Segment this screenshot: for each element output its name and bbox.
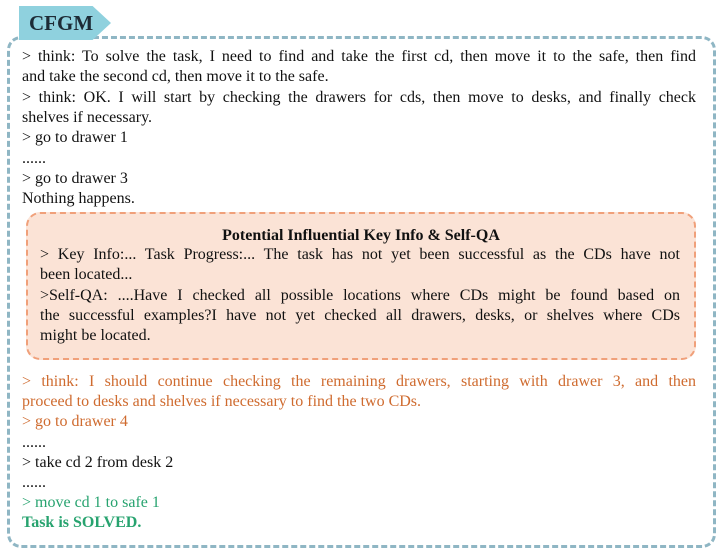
think-line-3a: > think: I should continue checking the remaining drawers, starting with drawer 3, and then bbox=[22, 373, 696, 390]
selfqa-line-2: the successful examples?I have not yet checked all drawers, desks, or shelves where CDs bbox=[40, 307, 680, 324]
ellipsis-line: ...... bbox=[22, 474, 46, 491]
action-line: > go to drawer 4 bbox=[22, 413, 128, 430]
action-line: > go to drawer 3 bbox=[22, 170, 128, 187]
result-line: Task is SOLVED. bbox=[22, 514, 142, 531]
action-line: > move cd 1 to safe 1 bbox=[22, 494, 160, 511]
action-line: > go to drawer 1 bbox=[22, 129, 128, 146]
selfqa-line-3: might be located. bbox=[40, 327, 151, 344]
key-info-title: Potential Influential Key Info & Self-QA bbox=[222, 227, 500, 244]
selfqa-line-1: >Self-QA: ....Have I checked all possible locations where CDs might be found based on bbox=[40, 287, 680, 304]
think-line-1a: > think: To solve the task, I need to find and take the first cd, then move it to the safe, then find bbox=[22, 48, 696, 65]
key-info-line-1: > Key Info:... Task Progress:... The task has not yet been successful as the CDs have not bbox=[40, 246, 680, 263]
key-info-line-2: been located... bbox=[40, 266, 133, 283]
think-line-3b: proceed to desks and shelves if necessary to find the two CDs. bbox=[22, 393, 422, 410]
action-line: > take cd 2 from desk 2 bbox=[22, 454, 174, 471]
think-line-2a: > think: OK. I will start by checking the drawers for cds, then move to desks, and finally check bbox=[22, 89, 696, 106]
ellipsis-line: ...... bbox=[22, 150, 46, 167]
ellipsis-line: ...... bbox=[22, 434, 46, 451]
observation-line: Nothing happens. bbox=[22, 190, 135, 207]
think-line-1b: and take the second cd, then move it to the safe. bbox=[22, 68, 329, 85]
think-line-2b: shelves if necessary. bbox=[22, 109, 153, 126]
method-title: CFGM bbox=[29, 11, 94, 35]
